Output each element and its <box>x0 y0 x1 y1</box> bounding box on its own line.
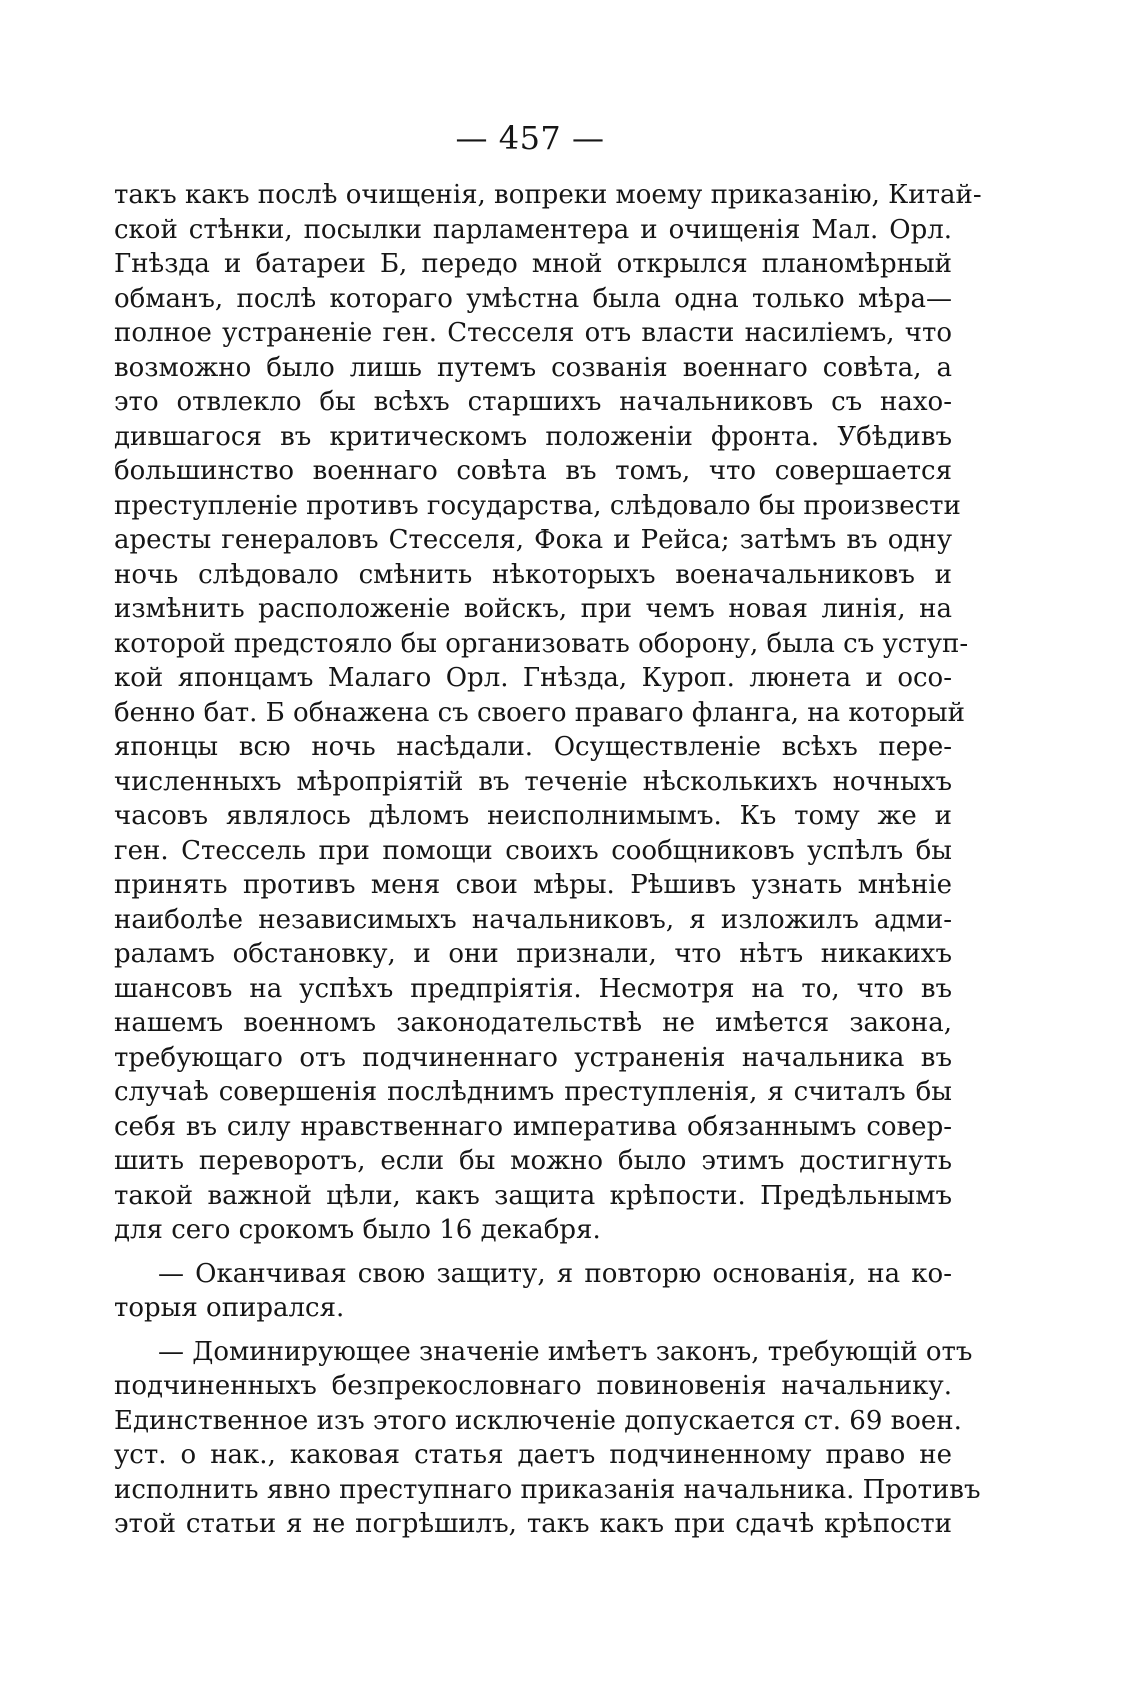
paragraph <box>114 178 982 1248</box>
text-line: которой предстояло бы организовать оборону, была съ уступ- <box>114 628 969 659</box>
text-line: японцы всю ночь насѣдали. Осуществленіе всѣхъ пере- <box>114 732 952 762</box>
text-line: ген. Стессель при помощи своихъ сообщниковъ успѣлъ бы <box>114 835 952 866</box>
text-line: шить переворотъ, если бы можно было этимъ достигнуть <box>114 1146 952 1176</box>
text-line: — Доминирующее значеніе имѣетъ законъ, требующій отъ <box>158 1336 973 1367</box>
text-line: обманъ, послѣ котораго умѣстна была одна только мѣра— <box>114 283 952 314</box>
text-line: аресты генераловъ Стесселя, Фока и Рейса; затѣмъ въ одну <box>114 525 952 555</box>
text-line: требующаго отъ подчиненнаго устраненія начальника въ <box>114 1042 952 1073</box>
text-line: для сего срокомъ было 16 декабря. <box>114 1215 601 1245</box>
text-line: дившагося въ критическомъ положеніи фронта. Убѣдивъ <box>114 421 952 452</box>
text-line: большинство военнаго совѣта въ томъ, что совершается <box>114 456 952 486</box>
text-line: Гнѣзда и батареи Б, передо мной открылся планомѣрный <box>114 249 952 279</box>
text-line: ской стѣнки, посылки парламентера и очищенія Мал. Орл. <box>114 214 952 245</box>
text-line: принять противъ меня свои мѣры. Рѣшивъ узнать мнѣніе <box>114 870 952 900</box>
text-line: кой японцамъ Малаго Орл. Гнѣзда, Куроп. люнета и осо- <box>114 663 952 693</box>
text-line: шансовъ на успѣхъ предпріятія. Несмотря на то, что въ <box>114 973 952 1004</box>
text-line: возможно было лишь путемъ созванія военнаго совѣта, а <box>114 352 952 383</box>
text-line: этой статьи я не погрѣшилъ, такъ какъ при сдачѣ крѣпости <box>114 1509 952 1539</box>
text-line: численныхъ мѣропріятій въ теченіе нѣсколькихъ ночныхъ <box>114 766 952 797</box>
text-line: бенно бат. Б обнажена съ своего праваго фланга, на который <box>114 697 965 728</box>
text-line: себя въ силу нравственнаго императива обязаннымъ совер- <box>114 1111 952 1142</box>
text-line: исполнить явно преступнаго приказанія начальника. Противъ <box>114 1474 981 1505</box>
text-line: это отвлекло бы всѣхъ старшихъ начальниковъ съ нахо- <box>114 387 952 417</box>
text-line: Единственное изъ этого исключеніе допускается ст. 69 воен. <box>114 1405 962 1436</box>
text-line: преступленіе противъ государства, слѣдовало бы произвести <box>114 490 961 521</box>
text-line: полное устраненіе ген. Стесселя отъ власти насиліемъ, что <box>114 318 952 348</box>
text-line: — Оканчивая свою защиту, я повторю основанія, на ко- <box>158 1258 952 1289</box>
text-line: ночь слѣдовало смѣнить нѣкоторыхъ военачальниковъ и <box>114 559 952 590</box>
text-line: наиболѣе независимыхъ начальниковъ, я изложилъ адми- <box>114 904 952 935</box>
text-line: подчиненныхъ безпрекословнаго повиновенія начальнику. <box>114 1371 952 1401</box>
text-line: такъ какъ послѣ очищенія, вопреки моему приказанію, Китай- <box>114 180 982 210</box>
text-line: раламъ обстановку, и они признали, что нѣтъ никакихъ <box>114 939 952 969</box>
text-line: часовъ являлось дѣломъ неисполнимымъ. Къ тому же и <box>114 801 952 831</box>
text-line: случаѣ совершенія послѣднимъ преступленія, я считалъ бы <box>114 1077 952 1107</box>
text-line: нашемъ военномъ законодательствѣ не имѣется закона, <box>114 1008 952 1038</box>
text-line: измѣнить расположеніе войскъ, при чемъ новая линія, на <box>114 594 952 624</box>
paragraph <box>114 1335 981 1542</box>
text-line: торыя опирался. <box>114 1293 345 1323</box>
page-number: — 457 — <box>455 119 605 157</box>
text-line: уст. о нак., каковая статья даетъ подчиненному право не <box>114 1440 952 1470</box>
text-line: такой важной цѣли, какъ защита крѣпости. Предѣльнымъ <box>114 1180 952 1211</box>
body-text <box>114 178 982 1542</box>
paragraph <box>114 1257 952 1326</box>
